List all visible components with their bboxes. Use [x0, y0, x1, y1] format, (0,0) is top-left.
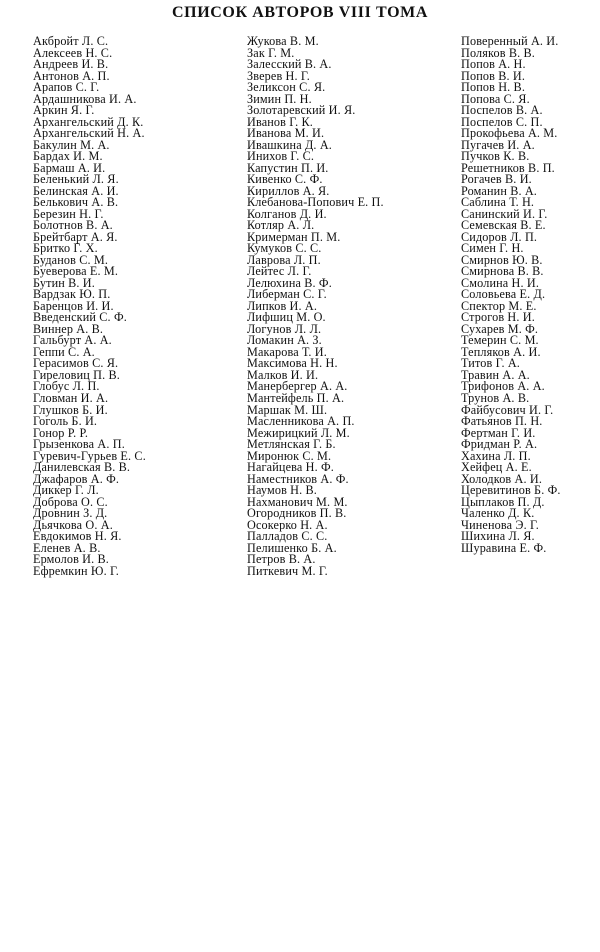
author-entry: Гуревич-Гурьев Е. С.: [33, 448, 146, 463]
author-entry: Решетников В. П.: [461, 160, 555, 175]
author-entry: Доброва О. С.: [33, 494, 108, 509]
author-entry: Клебанова-Попович Е. П.: [247, 195, 384, 210]
author-entry: Бакулин М. А.: [33, 137, 110, 152]
author-entry: Титов Г. А.: [461, 356, 520, 371]
author-entry: Бутин В. И.: [33, 275, 95, 290]
author-entry: Миронюк С. М.: [247, 448, 332, 463]
author-entry: Логунов Л. Л.: [247, 321, 322, 336]
author-entry: Гонор Р. Р.: [33, 425, 89, 440]
author-entry: Травин А. А.: [461, 367, 530, 382]
author-entry: Фридман Р. А.: [461, 437, 538, 452]
author-entry: Смирнова В. В.: [461, 264, 544, 279]
author-entry: Баренцов И. И.: [33, 298, 114, 313]
author-entry: Тепляков А. И.: [461, 344, 541, 359]
author-entry: Ломакин А. З.: [247, 333, 322, 348]
author-entry: Семевская В. Е.: [461, 218, 546, 233]
author-entry: Инихов Г. С.: [247, 149, 315, 164]
author-entry: Пелишенко Б. А.: [247, 540, 337, 555]
author-entry: Буеверова Е. М.: [33, 264, 119, 279]
author-entry: Макарова Т. И.: [247, 344, 327, 359]
author-entry: Кивенко С. Ф.: [247, 172, 323, 187]
author-entry: Антонов А. П.: [33, 68, 110, 83]
author-entry: Ардашникова И. А.: [33, 91, 137, 106]
author-entry: Зимин П. Н.: [247, 91, 312, 106]
author-entry: Джафаров А. Ф.: [33, 471, 120, 486]
author-entry: Данилевская В. В.: [33, 460, 131, 475]
author-entry: Манербергер А. А.: [247, 379, 348, 394]
author-entry: Дьячкова О. А.: [33, 517, 113, 532]
author-entry: Питкевич М. Г.: [247, 563, 328, 578]
author-entry: Саблина Т. Н.: [461, 195, 535, 210]
author-entry: Максимова Н. Н.: [247, 356, 338, 371]
author-entry: Поспелов С. П.: [461, 114, 543, 129]
author-entry: Трифонов А. А.: [461, 379, 545, 394]
author-entry: Бритко Г. Х.: [33, 241, 98, 256]
author-column-3: [461, 36, 596, 554]
author-entry: Темерин С. М.: [461, 333, 539, 348]
author-entry: Фатьянов П. Н.: [461, 414, 543, 429]
author-entry: Лейтес Л. Г.: [247, 264, 312, 279]
author-entry: Колганов Д. И.: [247, 206, 327, 221]
author-entry: Глушков Б. И.: [33, 402, 108, 417]
author-entry: Акбройт Л. С.: [33, 34, 109, 48]
author-entry: Брейтбарт А. Я.: [33, 229, 118, 244]
author-entry: Попов Н. В.: [461, 80, 526, 95]
author-entry: Масленникова А. П.: [247, 414, 355, 429]
author-entry: Арапов С. Г.: [33, 80, 100, 95]
author-entry: Попов В. И.: [461, 68, 526, 83]
author-entry: Еленев А. В.: [33, 540, 101, 555]
author-entry: Капустин П. И.: [247, 160, 329, 175]
author-entry: Либерман С. Г.: [247, 287, 327, 302]
author-entry: Малков И. И.: [247, 367, 319, 382]
author-entry: Наумов Н. В.: [247, 483, 318, 498]
author-entry: Мантейфель П. А.: [247, 390, 345, 405]
author-entry: Пугачев И. А.: [461, 137, 535, 152]
author-entry: Шуравина Е. Ф.: [461, 540, 547, 555]
author-entry: Попова С. Я.: [461, 91, 530, 106]
author-entry: Евдокимов Н. Я.: [33, 529, 122, 544]
author-entry: Сухарев М. Ф.: [461, 321, 539, 336]
author-entry: Архангельский Н. А.: [33, 126, 145, 141]
author-entry: Шихина Л. Я.: [461, 529, 535, 544]
author-entry: Поляков В. В.: [461, 45, 535, 60]
author-entry: Огородников П. В.: [247, 506, 347, 521]
author-entry: Бардах И. М.: [33, 149, 103, 164]
author-entry: Осокерко Н. А.: [247, 517, 328, 532]
author-entry: Зверев Н. Г.: [247, 68, 310, 83]
author-entry: Лифшиц М. О.: [247, 310, 326, 325]
author-entry: Кириллов А. Я.: [247, 183, 330, 198]
author-entry: Холодков А. И.: [461, 471, 543, 486]
author-entry: Смолина Н. И.: [461, 275, 540, 290]
author-entry: Санинский И. Г.: [461, 206, 548, 221]
author-entry: Алексеев Н. С.: [33, 45, 113, 60]
author-entry: Беленький Л. Я.: [33, 172, 119, 187]
author-entry: Маршак М. Ш.: [247, 402, 328, 417]
author-entry: Гоголь Б. И.: [33, 414, 98, 429]
author-entry: Иванова М. И.: [247, 126, 325, 141]
author-entry: Наместников А. Ф.: [247, 471, 349, 486]
author-entry: Залесский В. А.: [247, 57, 332, 72]
author-entry: Лелюхина В. Ф.: [247, 275, 332, 290]
author-entry: Вардзак Ю. П.: [33, 287, 111, 302]
author-entry: Прокофьева А. М.: [461, 126, 558, 141]
author-entry: Кримерман П. М.: [247, 229, 341, 244]
author-entry: Аркин Я. Г.: [33, 103, 95, 118]
author-entry: Попов А. Н.: [461, 57, 526, 72]
author-entry: Березин Н. Г.: [33, 206, 104, 221]
author-entry: Метлянская Г. Б.: [247, 437, 336, 452]
author-entry: Церевитинов Б. Ф.: [461, 483, 561, 498]
author-entry: Нахманович М. М.: [247, 494, 348, 509]
author-entry: Строгов Н. И.: [461, 310, 535, 325]
author-entry: Хейфец А. Е.: [461, 460, 532, 475]
author-entry: Нагайцева Н. Ф.: [247, 460, 334, 475]
author-entry: Смирнов Ю. В.: [461, 252, 543, 267]
author-column-1: [33, 36, 243, 577]
author-entry: Чаленко Д. К.: [461, 506, 535, 521]
author-entry: Трунов А. В.: [461, 390, 530, 405]
author-entry: Жукова В. М.: [247, 34, 319, 48]
author-entry: Котляр А. Л.: [247, 218, 315, 233]
author-column-2: [247, 36, 457, 577]
author-entry: Цыплаков П. Д.: [461, 494, 545, 509]
author-entry: Хахина Л. П.: [461, 448, 531, 463]
author-entry: Поспелов В. А.: [461, 103, 543, 118]
author-entry: Болотнов В. А.: [33, 218, 113, 233]
page-title: СПИСОК АВТОРОВ VIII ТОМА: [172, 4, 428, 21]
author-entry: Спектор М. Е.: [461, 298, 537, 313]
author-entry: Буданов С. М.: [33, 252, 109, 267]
author-entry: Андреев И. В.: [33, 57, 109, 72]
author-entry: Герасимов С. Я.: [33, 356, 119, 371]
author-entry: Гловман И. А.: [33, 390, 109, 405]
author-entry: Лаврова Л. П.: [247, 252, 321, 267]
author-entry: Пучков К. В.: [461, 149, 530, 164]
author-entry: Ефремкин Ю. Г.: [33, 563, 120, 578]
author-entry: Зак Г. М.: [247, 45, 295, 60]
author-entry: Симен Г. Н.: [461, 241, 524, 256]
author-entry: Палладов С. С.: [247, 529, 328, 544]
author-entry: Межирицкий Л. М.: [247, 425, 350, 440]
author-entry: Романин В. А.: [461, 183, 538, 198]
author-entry: Дровнин З. Д.: [33, 506, 108, 521]
author-entry: Кумуков С. С.: [247, 241, 322, 256]
author-entry: Сидоров Л. П.: [461, 229, 538, 244]
author-entry: Введенский С. Ф.: [33, 310, 127, 325]
author-entry: Иванов Г. К.: [247, 114, 313, 129]
author-entry: Чиненова Э. Г.: [461, 517, 539, 532]
author-entry: Виннер А. В.: [33, 321, 104, 336]
author-entry: Соловьева Е. Д.: [461, 287, 546, 302]
author-entry: Зеликсон С. Я.: [247, 80, 326, 95]
author-entry: Гиреловиц П. В.: [33, 367, 120, 382]
author-entry: Файбусович И. Г.: [461, 402, 554, 417]
author-entry: Липков И. А.: [247, 298, 318, 313]
author-entry: Белькович А. В.: [33, 195, 119, 210]
author-entry: Глобус Л. П.: [33, 379, 100, 394]
author-entry: Грызенкова А. П.: [33, 437, 125, 452]
author-entry: Ермолов И. В.: [33, 552, 109, 567]
author-entry: Белинская А. И.: [33, 183, 119, 198]
author-entry: Бармаш А. И.: [33, 160, 106, 175]
author-entry: Фертман Г. И.: [461, 425, 536, 440]
author-entry: Рогачев В. И.: [461, 172, 532, 187]
author-entry: Геппи С. А.: [33, 344, 95, 359]
author-entry: Гальбурт А. А.: [33, 333, 112, 348]
author-entry: Диккер Г. Л.: [33, 483, 99, 498]
author-entry: Архангельский Д. К.: [33, 114, 144, 129]
author-entry: Золотаревский И. Я.: [247, 103, 356, 118]
author-entry: Ивашкина Д. А.: [247, 137, 332, 152]
author-entry: Поверенный А. И.: [461, 34, 559, 48]
author-entry: Петров В. А.: [247, 552, 316, 567]
